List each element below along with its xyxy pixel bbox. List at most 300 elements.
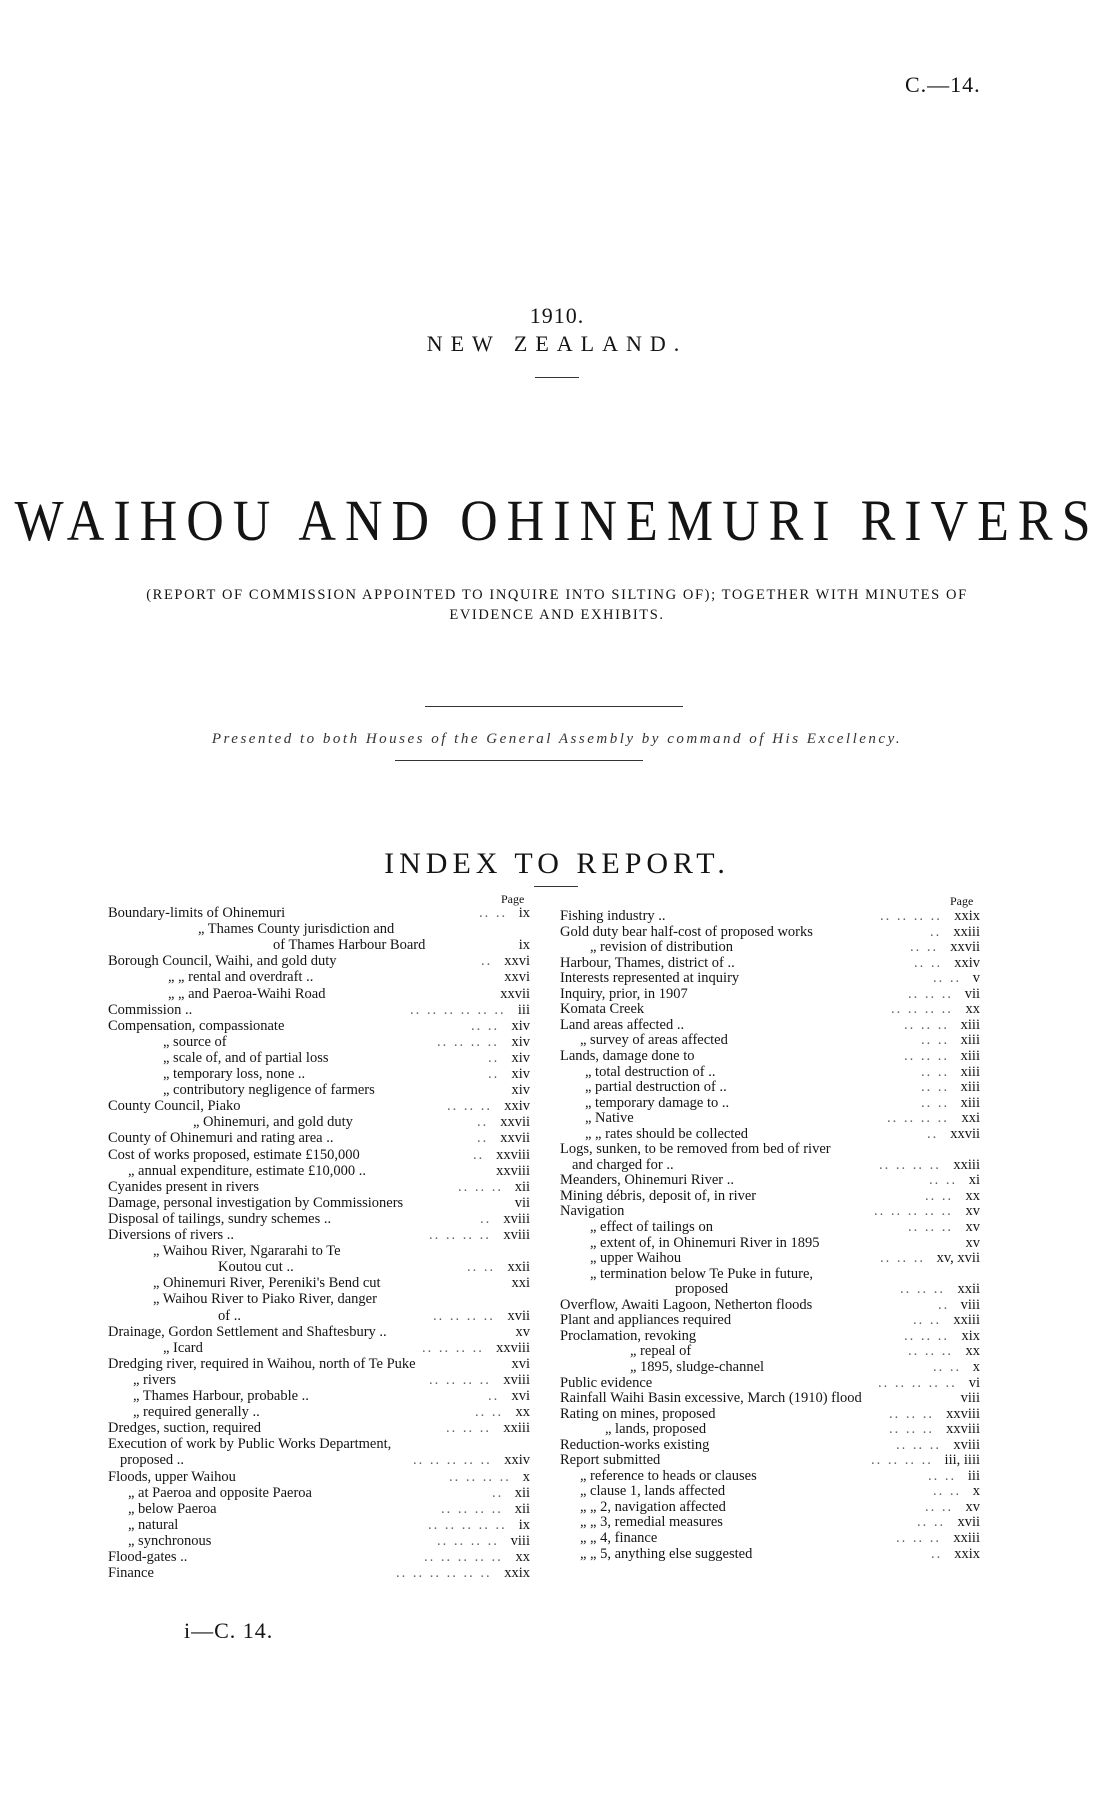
- index-entry-leader-dots: .. .. ..: [896, 1530, 941, 1546]
- index-entry-leader-dots: .. ..: [475, 1404, 504, 1421]
- index-entry-page: xxii: [507, 1259, 530, 1276]
- index-entry-page: ix: [518, 1516, 530, 1533]
- index-entry-page: v: [972, 970, 980, 987]
- index-entry-text: „ required generally ..: [133, 1404, 260, 1421]
- index-entry-leader-dots: ..: [492, 1484, 504, 1501]
- index-entry: [108, 1259, 530, 1276]
- index-entry: [560, 1421, 980, 1438]
- index-entry-text: County of Ohinemuri and rating area ..: [108, 1130, 334, 1147]
- index-entry-page: xviii: [953, 1436, 980, 1453]
- index-entry-text: „ scale of, and of partial loss: [163, 1049, 329, 1066]
- index-entry: [108, 1340, 530, 1357]
- index-entry-page: xxiv: [504, 1098, 530, 1115]
- index-entry-page: xx: [515, 1549, 530, 1565]
- index-entry-page: x: [972, 1358, 980, 1375]
- index-entry-text: Finance: [108, 1565, 154, 1582]
- index-entry-leader-dots: .. .. .. ..: [891, 1001, 953, 1018]
- index-entry: [560, 1079, 980, 1096]
- index-entry: [560, 1468, 980, 1485]
- page-column-label-right: Page: [950, 894, 974, 908]
- document-subtitle: (REPORT OF COMMISSION APPOINTED TO INQUIRE INTO SILTING OF); TOGETHER WITH MINUTES OF EVIDENCE AND EXHIBITS.: [146, 587, 968, 623]
- index-entry-page: xxviii: [496, 1339, 530, 1356]
- index-entry-page: xvii: [507, 1307, 530, 1324]
- index-entry: [560, 1095, 980, 1112]
- index-entry: [108, 1452, 530, 1469]
- index-entry: [560, 1219, 980, 1236]
- index-entry: [108, 1404, 530, 1421]
- index-entry: [560, 1297, 980, 1314]
- index-entry-text: Inquiry, prior, in 1907: [560, 985, 688, 1002]
- index-entry-leader-dots: ..: [930, 923, 942, 940]
- index-entry-leader-dots: .. .. .. .. ..: [424, 1549, 503, 1565]
- index-entry: [108, 1485, 530, 1502]
- index-entry-page: xv: [965, 1219, 980, 1235]
- index-entry-leader-dots: ..: [938, 1296, 950, 1313]
- index-entry-page: xxvii: [500, 1114, 530, 1131]
- divider: [425, 706, 683, 707]
- index-entry: [560, 908, 980, 925]
- index-entry-leader-dots: .. .. .. .. ..: [874, 1203, 953, 1220]
- index-entry-leader-dots: .. .. ..: [904, 1016, 949, 1033]
- index-entry-text: „ Waihou River, Ngararahi to Te: [153, 1243, 341, 1260]
- index-entry: [560, 1017, 980, 1034]
- index-entry: [108, 1388, 530, 1405]
- index-heading: INDEX TO REPORT.: [384, 847, 730, 880]
- index-entry-page: xxi: [961, 1110, 980, 1127]
- index-entry-page: xxviii: [496, 1146, 530, 1163]
- index-entry: [108, 1050, 530, 1067]
- index-entry: [560, 1483, 980, 1500]
- index-entry-text: Koutou cut ..: [218, 1259, 294, 1276]
- index-entry-page: xxiii: [953, 1530, 980, 1546]
- index-entry-page: xv: [515, 1323, 530, 1340]
- index-entry-text: Rating on mines, proposed: [560, 1405, 716, 1422]
- index-entry: [560, 986, 980, 1003]
- index-entry: [560, 1390, 980, 1407]
- index-entry-leader-dots: ..: [488, 1066, 500, 1082]
- index-entry-leader-dots: .. ..: [479, 905, 508, 921]
- document-code: C.—14.: [905, 72, 981, 97]
- index-entry-text: Proclamation, revoking: [560, 1327, 697, 1344]
- index-entry: [108, 905, 530, 922]
- index-entry-leader-dots: ..: [488, 1049, 500, 1066]
- index-entry: [108, 1501, 530, 1518]
- index-entry-page: xxviii: [496, 1162, 530, 1179]
- index-entry-leader-dots: ..: [481, 953, 493, 970]
- index-entry-page: xiii: [960, 1047, 980, 1064]
- index-entry: [560, 1032, 980, 1049]
- index-entry: [560, 1235, 980, 1252]
- index-entry: [108, 986, 530, 1003]
- index-entry-leader-dots: .. .. .. ..: [429, 1371, 491, 1388]
- index-entry: [108, 1114, 530, 1131]
- index-entry: [560, 1437, 980, 1454]
- document-title: WAIHOU AND OHINEMURI RIVERS: [14, 489, 1100, 554]
- index-entry-text: „ temporary loss, none ..: [163, 1066, 306, 1082]
- index-entry-page: xiii: [960, 1094, 980, 1111]
- index-entry: [560, 1499, 980, 1516]
- index-entry-leader-dots: .. .. ..: [908, 985, 953, 1002]
- index-entry: [560, 1110, 980, 1127]
- index-entry-text: Diversions of rivers ..: [108, 1227, 235, 1243]
- index-entry: [560, 1328, 980, 1345]
- index-entry-text: Harbour, Thames, district of ..: [560, 954, 735, 971]
- index-entry-page: xviii: [503, 1371, 530, 1388]
- index-entry: [560, 1375, 980, 1392]
- page-footer: i—C. 14.: [184, 1618, 274, 1643]
- index-entry-page: iii: [517, 1001, 530, 1018]
- index-entry-page: xv: [965, 1498, 980, 1515]
- index-entry-page: xv: [965, 1203, 980, 1220]
- index-entry-page: xxix: [954, 908, 980, 924]
- index-entry-leader-dots: .. .. .. ..: [449, 1468, 511, 1485]
- index-entry-text: „ contributory negligence of farmers: [163, 1082, 375, 1099]
- index-entry-text: Cost of works proposed, estimate £150,000: [108, 1146, 360, 1163]
- index-entry: [108, 1227, 530, 1244]
- page-column-label-left: Page: [501, 892, 525, 906]
- index-entry-page: xxiii: [503, 1420, 530, 1437]
- index-entry-text: Overflow, Awaiti Lagoon, Netherton floods: [560, 1296, 813, 1313]
- index-entry-text: Drainage, Gordon Settlement and Shaftesbury ..: [108, 1323, 387, 1340]
- index-entry-leader-dots: .. .. .. ..: [880, 908, 942, 924]
- index-entry-leader-dots: .. ..: [929, 1172, 958, 1189]
- index-entry-leader-dots: .. ..: [913, 1312, 942, 1329]
- index-entry-page: xiii: [960, 1063, 980, 1080]
- index-entry-leader-dots: .. ..: [467, 1259, 496, 1276]
- index-entry-text: „ survey of areas affected: [580, 1032, 728, 1049]
- index-entry-text: „ Ohinemuri River, Pereniki's Bend cut: [153, 1275, 381, 1292]
- index-entry: [108, 969, 530, 986]
- index-entry-text: „ at Paeroa and opposite Paeroa: [128, 1484, 312, 1501]
- index-entry-leader-dots: .. ..: [921, 1063, 950, 1080]
- index-entry: [560, 1048, 980, 1065]
- index-entry-text: Damage, personal investigation by Commissioners: [108, 1194, 404, 1211]
- index-entry: [560, 1001, 980, 1018]
- index-entry-page: iii, iiii: [944, 1452, 980, 1469]
- index-entry-text: „ rivers: [133, 1371, 177, 1388]
- index-entry-text: Gold duty bear half-cost of proposed works: [560, 923, 813, 940]
- index-entry-page: xxix: [504, 1565, 530, 1582]
- index-entry: [108, 1066, 530, 1083]
- index-entry: [560, 1281, 980, 1298]
- index-entry-page: xii: [514, 1500, 530, 1517]
- index-entry-text: Commission ..: [108, 1001, 193, 1018]
- index-entry-text: Cyanides present in rivers: [108, 1178, 260, 1195]
- index-entry-text: Flood-gates ..: [108, 1549, 188, 1565]
- index-entry: [108, 1565, 530, 1582]
- index-entry-page: xxix: [954, 1545, 980, 1562]
- index-entry-text: „ „ and Paeroa-Waihi Road: [168, 985, 326, 1002]
- index-entry-page: vii: [514, 1194, 530, 1211]
- index-entry-page: xx: [965, 1343, 980, 1360]
- index-entry-page: xxviii: [946, 1421, 980, 1438]
- index-entry: [108, 1308, 530, 1325]
- index-entry-leader-dots: .. .. ..: [889, 1405, 934, 1422]
- index-entry-leader-dots: .. .. ..: [904, 1047, 949, 1064]
- index-entry: [108, 1243, 530, 1260]
- index-entry: [560, 1141, 980, 1158]
- index-entry-leader-dots: .. .. .. ..: [441, 1500, 503, 1517]
- index-entry-text: Compensation, compassionate: [108, 1017, 285, 1034]
- index-entry-leader-dots: .. .. .. ..: [429, 1227, 491, 1243]
- index-entry-text: Komata Creek: [560, 1001, 645, 1018]
- index-entry-leader-dots: .. ..: [914, 954, 943, 971]
- index-entry-page: xv: [965, 1234, 980, 1251]
- index-entry-page: xxvii: [950, 1125, 980, 1142]
- index-entry-text: Mining débris, deposit of, in river: [560, 1187, 757, 1204]
- index-entry-leader-dots: .. .. .. ..: [437, 1033, 499, 1050]
- index-entry: [108, 1436, 530, 1453]
- index-entry-text: „ source of: [163, 1033, 227, 1050]
- index-entry-text: Dredges, suction, required: [108, 1420, 262, 1437]
- index-entry-page: viii: [960, 1296, 980, 1313]
- index-entry: [108, 953, 530, 970]
- index-entry: [108, 1420, 530, 1437]
- index-entry: [108, 1130, 530, 1147]
- index-entry-leader-dots: .. ..: [471, 1017, 500, 1034]
- index-entry-leader-dots: .. .. ..: [904, 1327, 949, 1344]
- index-entry: [560, 924, 980, 941]
- index-entry: [108, 1211, 530, 1228]
- index-entry: [560, 1250, 980, 1267]
- presented-line: Presented to both Houses of the General Assembly by command of His Excellency.: [211, 731, 903, 747]
- index-entry: [108, 1002, 530, 1019]
- index-entry-page: xxvi: [504, 969, 530, 986]
- index-entry: [108, 1195, 530, 1212]
- index-entry-page: vii: [964, 985, 980, 1002]
- index-entry-leader-dots: .. .. ..: [900, 1281, 945, 1298]
- index-entry-leader-dots: .. .. .. ..: [433, 1307, 495, 1324]
- index-entry-page: xviii: [503, 1227, 530, 1243]
- index-entry-text: Meanders, Ohinemuri River ..: [560, 1172, 734, 1189]
- index-entry-leader-dots: .. .. ..: [908, 1343, 953, 1360]
- index-entry-page: xxiv: [504, 1452, 530, 1469]
- index-entry: [560, 1157, 980, 1174]
- index-entry-page: xx: [965, 1187, 980, 1204]
- index-entry-page: xiv: [511, 1049, 530, 1066]
- index-entry-text: „ reference to heads or clauses: [580, 1467, 757, 1484]
- index-entry-page: xi: [968, 1172, 980, 1189]
- index-entry: [108, 1549, 530, 1566]
- index-entry-page: xxiii: [953, 1312, 980, 1329]
- index-entry: [560, 1546, 980, 1563]
- index-entry-leader-dots: .. .. .. .. .. ..: [396, 1565, 492, 1582]
- index-entry: [560, 1343, 980, 1360]
- index-entry-leader-dots: .. .. ..: [908, 1219, 953, 1235]
- divider: [535, 377, 579, 378]
- index-entry-text: „ Native: [585, 1110, 634, 1127]
- index-entry-text: „ Thames County jurisdiction and: [198, 921, 395, 938]
- index-entry-text: „ „ 4, finance: [580, 1530, 658, 1546]
- index-entry: [108, 1372, 530, 1389]
- index-entry-page: xiv: [511, 1082, 530, 1099]
- index-entry-leader-dots: .. .. .. ..: [871, 1452, 933, 1469]
- index-entry-leader-dots: .. .. ..: [880, 1250, 925, 1267]
- index-entry-leader-dots: .. .. ..: [896, 1436, 941, 1453]
- index-entry: [108, 1533, 530, 1550]
- index-entry-text: „ effect of tailings on: [590, 1219, 713, 1235]
- index-entry-text: and charged for ..: [572, 1156, 674, 1173]
- index-entry-text: Floods, upper Waihou: [108, 1468, 236, 1485]
- index-entry-text: „ lands, proposed: [605, 1421, 707, 1438]
- index-entry: [560, 1312, 980, 1329]
- index-entry-page: xvii: [957, 1514, 980, 1531]
- index-entry-text: of Thames Harbour Board: [273, 937, 426, 954]
- index-entry: [108, 1018, 530, 1035]
- index-entry-text: „ „ rental and overdraft ..: [168, 969, 314, 986]
- index-entry-page: xvi: [511, 1355, 530, 1372]
- index-entry: [108, 1082, 530, 1099]
- index-entry-page: xiv: [511, 1066, 530, 1082]
- index-entry-text: proposed: [675, 1281, 729, 1298]
- index-entry-leader-dots: ..: [477, 1130, 489, 1147]
- index-entry-page: viii: [960, 1390, 980, 1407]
- index-entry-leader-dots: .. .. .. ..: [422, 1339, 484, 1356]
- index-entry-text: Dredging river, required in Waihou, north of Te Puke: [108, 1355, 416, 1372]
- index-entry-page: xxvii: [500, 1130, 530, 1147]
- divider: [534, 886, 578, 887]
- index-entry-leader-dots: .. .. .. ..: [887, 1110, 949, 1127]
- index-entry-page: vi: [968, 1374, 980, 1391]
- index-entry-text: „ termination below Te Puke in future,: [590, 1265, 814, 1282]
- index-entry-text: „ repeal of: [630, 1343, 692, 1360]
- index-entry-leader-dots: .. ..: [933, 1358, 962, 1375]
- index-entry: [108, 1517, 530, 1534]
- index-entry-page: xxiii: [953, 1156, 980, 1173]
- index-entry-page: ix: [518, 937, 530, 954]
- index-entry-leader-dots: ..: [473, 1146, 485, 1163]
- index-entry-text: Report submitted: [560, 1452, 661, 1469]
- index-entry-page: xv, xvii: [936, 1250, 980, 1267]
- index-entry-page: xxiv: [954, 954, 980, 971]
- index-entry-text: Logs, sunken, to be removed from bed of river: [560, 1141, 831, 1158]
- index-entry-page: xxvii: [500, 985, 530, 1002]
- index-entry-page: xiii: [960, 1032, 980, 1049]
- index-entry-page: xiii: [960, 1016, 980, 1033]
- index-entry-text: „ revision of distribution: [590, 939, 733, 956]
- index-entry: [560, 970, 980, 987]
- index-entry-leader-dots: .. ..: [921, 1094, 950, 1111]
- index-entry-text: Rainfall Waihi Basin excessive, March (1910) flood: [560, 1390, 862, 1407]
- index-entry-page: xiii: [960, 1079, 980, 1096]
- index-entry-leader-dots: .. .. ..: [458, 1178, 503, 1195]
- index-entry-text: of ..: [218, 1307, 241, 1324]
- index-entry-leader-dots: .. .. .. .. ..: [413, 1452, 492, 1469]
- index-entry-text: proposed ..: [120, 1452, 185, 1469]
- index-entry-text: Fishing industry ..: [560, 908, 666, 924]
- index-entry: [108, 1291, 530, 1308]
- index-entry: [108, 1098, 530, 1115]
- index-entry-text: County Council, Piako: [108, 1098, 241, 1115]
- index-entry-text: „ 1895, sludge-channel: [630, 1358, 765, 1375]
- index-entry: [108, 1179, 530, 1196]
- index-entry: [108, 1147, 530, 1164]
- index-entry: [108, 1275, 530, 1292]
- index-entry: [560, 1406, 980, 1423]
- index-entry-leader-dots: .. ..: [925, 1187, 954, 1204]
- index-entry-text: „ clause 1, lands affected: [580, 1483, 726, 1500]
- index-entry: [560, 1064, 980, 1081]
- country: NEW ZEALAND.: [426, 331, 688, 356]
- index-entry-text: „ Waihou River to Piako River, danger: [153, 1291, 377, 1308]
- index-entry-leader-dots: ..: [480, 1210, 492, 1227]
- index-entry-leader-dots: .. .. ..: [447, 1098, 492, 1115]
- year: 1910.: [529, 303, 585, 328]
- index-entry-page: xx: [965, 1001, 980, 1018]
- index-entry-text: Boundary-limits of Ohinemuri: [108, 905, 286, 921]
- index-entry-leader-dots: .. .. .. ..: [437, 1532, 499, 1549]
- index-entry: [560, 1266, 980, 1283]
- index-entry-leader-dots: .. .. ..: [889, 1421, 934, 1438]
- index-entry: [108, 1469, 530, 1486]
- index-entry: [560, 1126, 980, 1143]
- index-entry-text: „ upper Waihou: [590, 1250, 682, 1267]
- index-entry-page: xviii: [503, 1210, 530, 1227]
- index-entry-leader-dots: .. .. .. .. ..: [428, 1516, 507, 1533]
- index-entry-page: xii: [514, 1484, 530, 1501]
- index-entry-text: „ Thames Harbour, probable ..: [133, 1388, 309, 1404]
- index-entry-text: „ natural: [128, 1516, 179, 1533]
- index-entry-leader-dots: .. ..: [910, 939, 939, 956]
- index-entry-leader-dots: .. ..: [928, 1467, 957, 1484]
- index-entry: [560, 1514, 980, 1531]
- index-entry-leader-dots: .. .. .. .. ..: [878, 1374, 957, 1391]
- index-entry-text: „ „ 3, remedial measures: [580, 1514, 723, 1531]
- index-entry: [560, 1203, 980, 1220]
- index-entry-leader-dots: ..: [488, 1388, 500, 1404]
- index-entry: [560, 1188, 980, 1205]
- index-entry-text: Execution of work by Public Works Department,: [108, 1436, 392, 1453]
- index-entry-page: xiv: [511, 1017, 530, 1034]
- index-entry-page: xxvii: [950, 939, 980, 956]
- index-entry-text: Interests represented at inquiry: [560, 970, 740, 987]
- index-entry-text: „ „ 5, anything else suggested: [580, 1545, 753, 1562]
- index-entry-leader-dots: .. .. .. ..: [879, 1156, 941, 1173]
- index-entry-page: xxi: [511, 1275, 530, 1292]
- index-entry-leader-dots: ..: [931, 1545, 943, 1562]
- index-entry-text: Plant and appliances required: [560, 1312, 732, 1329]
- index-entry-page: xxiii: [953, 923, 980, 940]
- index-entry: [108, 921, 530, 938]
- divider: [395, 760, 643, 761]
- index-entry-text: Public evidence: [560, 1374, 653, 1391]
- index-entry: [560, 939, 980, 956]
- index-entry: [108, 1356, 530, 1373]
- index-entry-text: „ below Paeroa: [128, 1500, 217, 1517]
- index-entry-page: xxvi: [504, 953, 530, 970]
- index-entry-leader-dots: .. .. ..: [446, 1420, 491, 1437]
- index-entry-leader-dots: .. ..: [917, 1514, 946, 1531]
- index-entry-text: Disposal of tailings, sundry schemes ..: [108, 1210, 332, 1227]
- index-entry-page: xx: [515, 1404, 530, 1421]
- index-entry-page: xix: [961, 1327, 980, 1344]
- index-entry: [560, 955, 980, 972]
- index-entry-text: Borough Council, Waihi, and gold duty: [108, 953, 337, 970]
- index-entry: [108, 937, 530, 954]
- index-entry-text: Navigation: [560, 1203, 625, 1220]
- index-entry-page: viii: [510, 1532, 530, 1549]
- index-entry-text: Reduction-works existing: [560, 1436, 710, 1453]
- index-entry-text: „ extent of, in Ohinemuri River in 1895: [590, 1234, 820, 1251]
- index-entry: [560, 1172, 980, 1189]
- index-entry: [108, 1163, 530, 1180]
- index-entry-text: Land areas affected ..: [560, 1016, 685, 1033]
- index-entry-page: ix: [518, 905, 530, 921]
- index-entry-text: „ synchronous: [128, 1532, 212, 1549]
- index-entry: [560, 1359, 980, 1376]
- index-entry-text: „ annual expenditure, estimate £10,000 ..: [128, 1162, 366, 1179]
- index-entry-page: xiv: [511, 1033, 530, 1050]
